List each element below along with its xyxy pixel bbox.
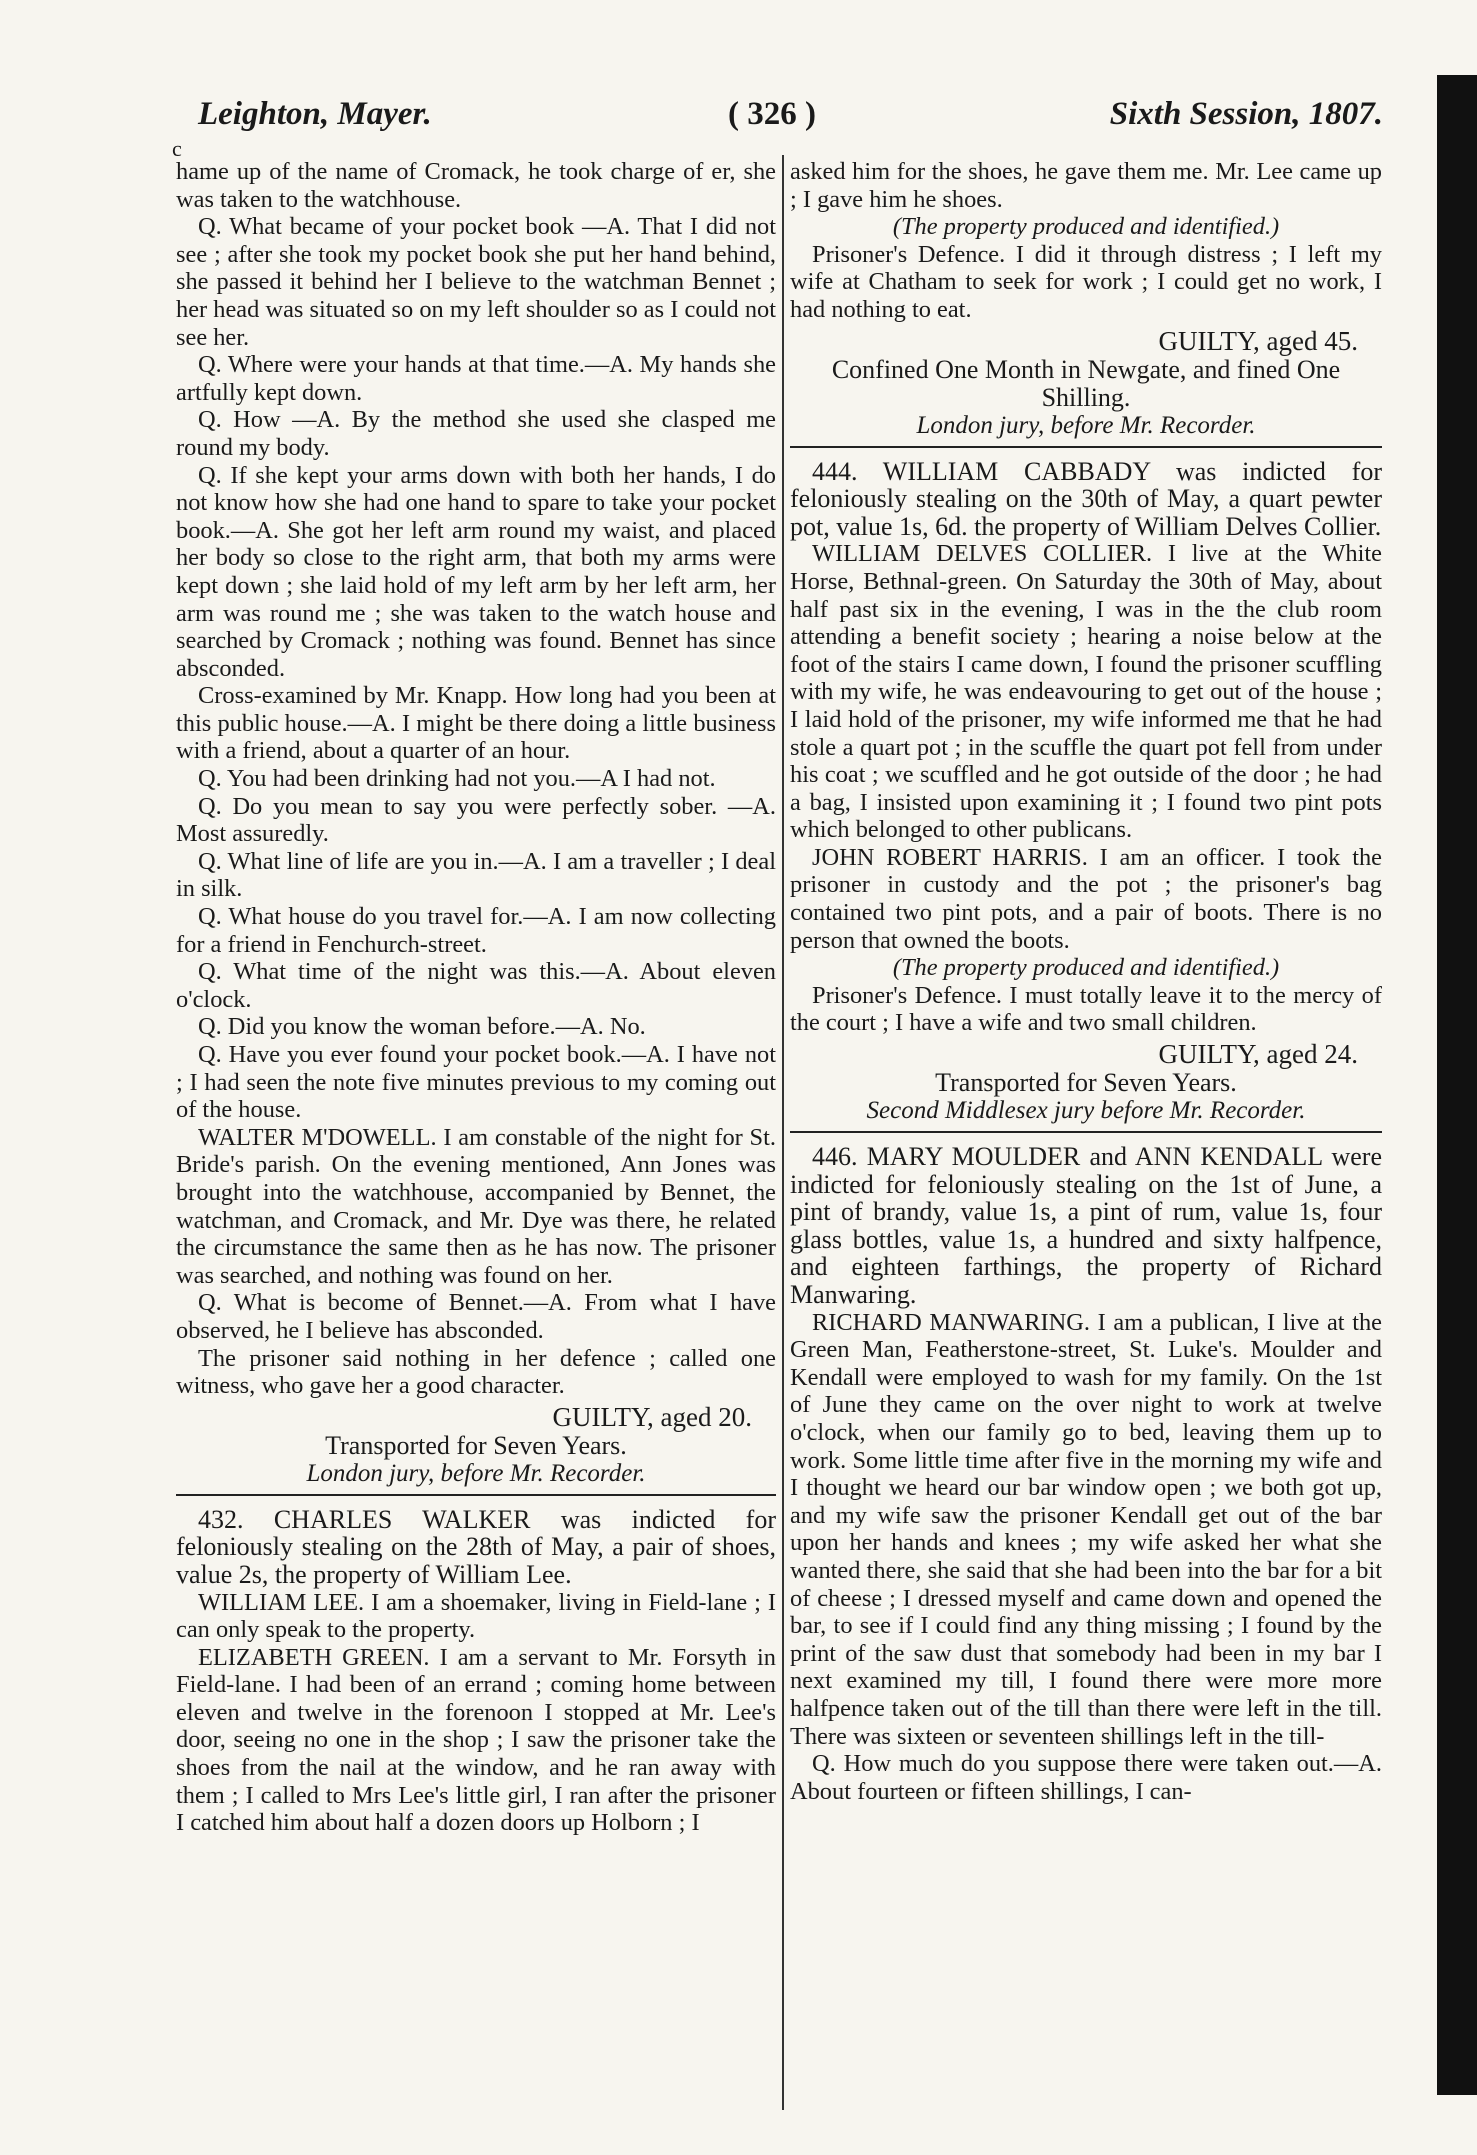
- verdict: GUILTY, aged 24.: [1158, 1039, 1358, 1070]
- paragraph: Prisoner's Defence. I did it through distress ; I left my wife at Chatham to seek for work ; I could get no work, I had nothing to eat.: [790, 240, 1382, 323]
- page-number: ( 326 ): [728, 96, 816, 132]
- property-note: (The property produced and identified.): [892, 954, 1280, 982]
- property-note: (The property produced and identified.): [892, 213, 1280, 241]
- paragraph: Q. You had been drinking had not you.—A I had not.: [198, 765, 716, 793]
- paragraph: Q. Do you mean to say you were perfectly sober. —A. Most assuredly.: [176, 792, 776, 848]
- header-session: Sixth Session, 1807.: [1109, 96, 1383, 132]
- case-separator: [790, 446, 1382, 448]
- paragraph: Q. What became of your pocket book —A. That I did not see ; after she took my pocket book she put her hand behind, she passed it behind her I believe to the watchman Bennet ; her head was situated so on my left shoulder so as I could not see her.: [176, 213, 776, 351]
- paragraph: Q. What is become of Bennet.—A. From what I have observed, he I believe has absconded.: [176, 1289, 776, 1344]
- jury-line: London jury, before Mr. Recorder.: [306, 1459, 646, 1487]
- jury-line: London jury, before Mr. Recorder.: [916, 411, 1256, 439]
- paragraph: Q. Where were your hands at that time.—A. My hands she artfully kept down.: [176, 351, 776, 406]
- paragraph: Prisoner's Defence. I must totally leave it to the mercy of the court ; I have a wife and two small children.: [790, 981, 1382, 1037]
- paragraph: Q. What time of the night was this.—A. About eleven o'clock.: [176, 958, 776, 1013]
- paragraph: Q. What line of life are you in.—A. I am a traveller ; I deal in silk.: [176, 847, 776, 903]
- paragraph: Q. How much do you suppose there were taken out.—A. About fourteen or fifteen shillings, I can-: [790, 1750, 1382, 1805]
- scan-edge-shadow: [1437, 75, 1477, 2095]
- verdict: GUILTY, aged 45.: [1158, 325, 1358, 356]
- paragraph: JOHN ROBERT HARRIS. I am an officer. I took the prisoner in custody and the pot ; the prisoner's bag contained two pint pots, and a pair of boots. There is no person that owned the boots.: [790, 843, 1382, 954]
- signature-mark: c: [172, 136, 182, 161]
- sentence: Transported for Seven Years.: [935, 1068, 1237, 1098]
- header-mayor: Leighton, Mayer.: [198, 96, 432, 132]
- running-header: [198, 96, 1383, 142]
- case-heading: 444. WILLIAM CABBADY was indicted for feloniously stealing on the 30th of May, a quart pewter pot, value 1s, 6d. the property of William Delves Collier.: [790, 456, 1382, 541]
- sentence: Transported for Seven Years.: [325, 1430, 627, 1460]
- paragraph: WALTER M'DOWELL. I am constable of the night for St. Bride's parish. On the evening mentioned, Ann Jones was brought into the watchhouse, accompanied by Bennet, the watchman, and Cromack, and Mr. Dye was there, he related the circumstance the same then as he has now. The prisoner was searched, and nothing was found on her.: [176, 1123, 776, 1289]
- paragraph: Q. What house do you travel for.—A. I am now collecting for a friend in Fenchurch-street.: [176, 903, 776, 958]
- paragraph: ELIZABETH GREEN. I am a servant to Mr. Forsyth in Field-lane. I had been of an errand ; coming home between eleven and twelve in the forenoon I stopped at Mr. Lee's door, seeing no one in the shop ; I saw the prisoner take the shoes from the nail at the window, and he ran away with them ; I called to Mrs Lee's little girl, I ran after the prisoner I catched him about half a dozen doors up Holborn ; I: [176, 1643, 776, 1837]
- paragraph: Cross-examined by Mr. Knapp. How long had you been at this public house.—A. I might be there doing a little business with a friend, about a quarter of an hour.: [176, 682, 776, 765]
- case-heading: 446. MARY MOULDER and ANN KENDALL were indicted for feloniously stealing on the 1st of June, a pint of brandy, value 1s, a pint of rum, value 1s, four glass bottles, value 1s, a hundred and sixty halfpence, and eighteen farthings, the property of Richard Manwaring.: [790, 1142, 1382, 1309]
- left-column: [176, 158, 776, 1837]
- paragraph: WILLIAM LEE. I am a shoemaker, living in Field-lane ; I can only speak to the property.: [176, 1588, 776, 1644]
- paragraph: Q. If she kept your arms down with both her hands, I do not know how she had one hand to spare to take your pocket book.—A. She got her left arm round my waist, and placed her body so close to the right arm, that both my arms were kept down ; she laid hold of my left arm by her left arm, her arm was round me ; she was taken to the watch house and searched by Cromack ; nothing was found. Bennet has since absconded.: [176, 461, 776, 682]
- paragraph: Q. How —A. By the method she used she clasped me round my body.: [176, 406, 776, 461]
- paragraph: asked him for the shoes, he gave them me. Mr. Lee came up ; I gave him he shoes.: [790, 158, 1382, 213]
- paragraph: RICHARD MANWARING. I am a publican, I live at the Green Man, Featherstone-street, St. Luke's. Moulder and Kendall were employed to wash for my family. On the 1st of June they came on the over night to work at twelve o'clock, when our family go to bed, leaving them up to work. Some little time after five in the morning my wife and I thought we heard our bar window open ; we both got up, and my wife saw the prisoner Kendall get out of the bar upon her hands and knees ; my wife asked her what she wanted there, she said that she had been into the bar for a bit of cheese ; I dressed myself and came down and opened the bar, to see if I could find any thing missing ; I found by the print of the saw dust that somebody had been in my bar I next examined my till, I found there were more more halfpence taken out of the till than there were left in the till. There was sixteen or seventeen shillings left in the till-: [790, 1308, 1382, 1750]
- right-column: [790, 158, 1382, 1805]
- sentence: Confined One Month in Newgate, and fined One Shilling.: [831, 354, 1341, 412]
- column-divider: [782, 155, 784, 2110]
- case-separator: [176, 1494, 776, 1496]
- verdict: GUILTY, aged 20.: [552, 1401, 752, 1432]
- paragraph: Q. Did you know the woman before.—A. No.: [198, 1013, 646, 1041]
- paragraph: hame up of the name of Cromack, he took charge of er, she was taken to the watchhouse.: [176, 158, 776, 213]
- case-heading: 432. CHARLES WALKER was indicted for feloniously stealing on the 28th of May, a pair of shoes, value 2s, the property of William Lee.: [176, 1504, 776, 1589]
- jury-line: Second Middlesex jury before Mr. Recorder.: [866, 1097, 1306, 1125]
- paragraph: The prisoner said nothing in her defence ; called one witness, who gave her a good character.: [176, 1344, 776, 1400]
- paragraph: Q. Have you ever found your pocket book.—A. I have not ; I had seen the note five minutes previous to my coming out of the house.: [176, 1041, 776, 1124]
- case-separator: [790, 1131, 1382, 1133]
- paragraph: WILLIAM DELVES COLLIER. I live at the White Horse, Bethnal-green. On Saturday the 30th of May, about half past six in the evening, I was in the the club room attending a benefit society ; hearing a noise below at the foot of the stairs I came down, I found the prisoner scuffling with my wife, he was endeavouring to get out of the house ; I laid hold of the prisoner, my wife informed me that he had stole a quart pot ; in the scuffle the quart pot fell from under his coat ; we scuffled and he got outside of the door ; he had a bag, I insisted upon examining it ; I found two pint pots which belonged to other publicans.: [790, 540, 1382, 844]
